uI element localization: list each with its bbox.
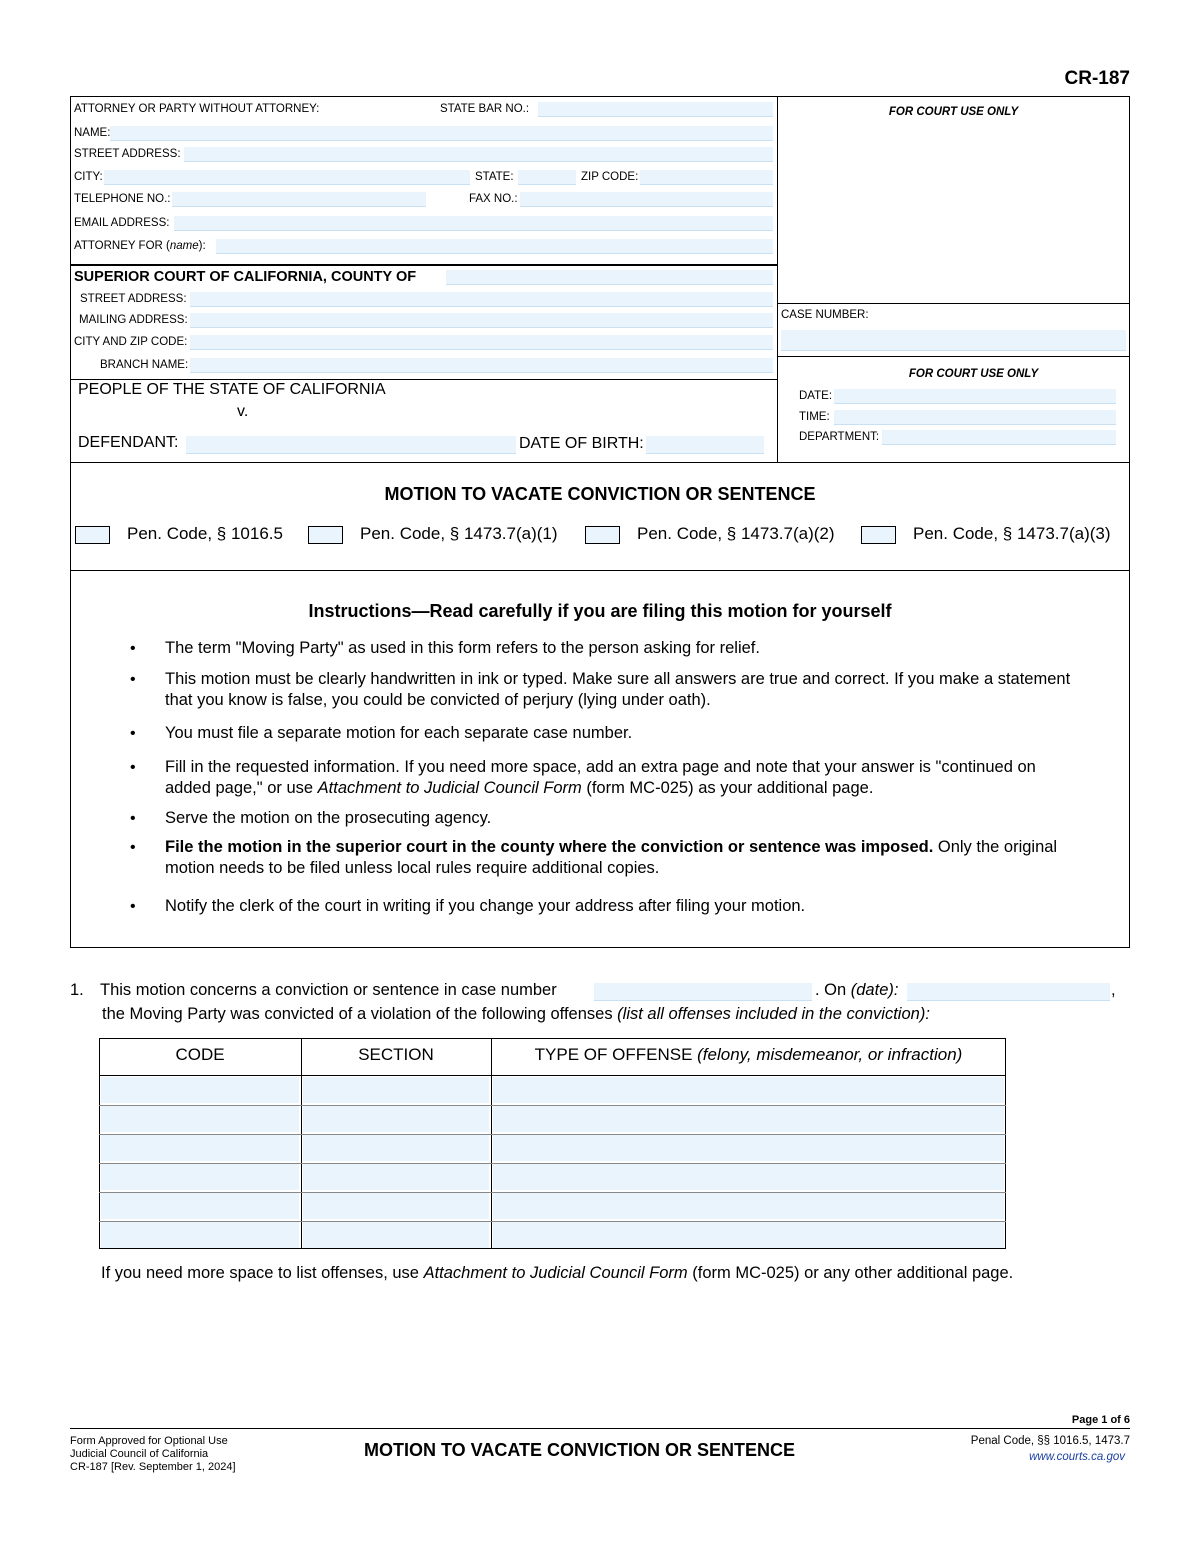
- col-section-header: SECTION: [358, 1045, 434, 1064]
- email-label: EMAIL ADDRESS:: [74, 217, 170, 229]
- form-id: CR-187: [1064, 68, 1130, 89]
- telephone-label: TELEPHONE NO.:: [74, 193, 171, 205]
- courts-website-link[interactable]: www.courts.ca.gov: [1029, 1451, 1125, 1463]
- instruction-moving-party: The term "Moving Party" as used in this form refers to the person asking for relief.: [165, 639, 760, 657]
- versus-label: v.: [237, 403, 249, 420]
- defendant-label: DEFENDANT:: [78, 434, 179, 451]
- court-use-only-label-2: FOR COURT USE ONLY: [908, 368, 1039, 380]
- col-type-header: TYPE OF OFFENSE (felony, misdemeanor, or infraction): [534, 1045, 963, 1064]
- street-address-field[interactable]: [184, 147, 773, 162]
- offense-row-rule: [99, 1221, 1006, 1222]
- option-1016-5-label: Pen. Code, § 1016.5: [127, 524, 283, 543]
- motion-type-box: [70, 462, 1130, 571]
- offense-header-rule: [99, 1075, 1006, 1076]
- checkbox-1473-7-a1[interactable]: [308, 526, 343, 544]
- conviction-date-field[interactable]: [907, 983, 1110, 1001]
- footer-rule: [70, 1428, 1130, 1429]
- more-space-note: If you need more space to list offenses, use Attachment to Judicial Council Form (form MC-025) or any other additional page.: [101, 1264, 1014, 1282]
- county-field[interactable]: [446, 270, 773, 285]
- form-approved-line-3: CR-187 [Rev. September 1, 2024]: [70, 1461, 236, 1473]
- penal-code-reference: Penal Code, §§ 1016.5, 1473.7: [970, 1435, 1130, 1447]
- dob-field[interactable]: [646, 436, 764, 454]
- fax-label: FAX NO.:: [469, 193, 518, 205]
- case-number-item-field[interactable]: [594, 983, 812, 1001]
- instruction-file-motion: File the motion in the superior court in the county where the conviction or sentence was imposed. Only the original motion needs to be filed unless local rules require additional copies.: [165, 838, 1058, 877]
- item-1-number: 1.: [70, 981, 84, 999]
- bullet-2: •: [130, 671, 136, 688]
- item-1-on: . On (date):: [815, 981, 899, 999]
- form-approved-line-2: Judicial Council of California: [70, 1448, 209, 1460]
- case-number-bottom: [777, 356, 1130, 357]
- offense-type-field[interactable]: [493, 1135, 1004, 1161]
- attorney-label: ATTORNEY OR PARTY WITHOUT ATTORNEY:: [74, 103, 320, 115]
- checkbox-1016-5[interactable]: [75, 526, 110, 544]
- caption-divider: [777, 96, 778, 463]
- motion-title: MOTION TO VACATE CONVICTION OR SENTENCE: [384, 484, 816, 504]
- offense-row-rule: [99, 1192, 1006, 1193]
- offense-code-field[interactable]: [101, 1193, 299, 1219]
- bullet-5: •: [130, 810, 136, 827]
- bullet-4: •: [130, 759, 136, 776]
- instruction-handwritten: This motion must be clearly handwritten in ink or typed. Make sure all answers are true and correct. If you make a statement that you know is false, you could be convicted of perjury (lying under oath).: [165, 670, 1071, 709]
- form-approved: [70, 1435, 236, 1474]
- attorney-for-label: ATTORNEY FOR (name):: [74, 240, 206, 252]
- option-1473-7-a1-label: Pen. Code, § 1473.7(a)(1): [360, 524, 558, 543]
- zip-field[interactable]: [640, 170, 773, 185]
- offense-code-field[interactable]: [101, 1135, 299, 1161]
- name-label: NAME:: [74, 127, 111, 139]
- item-1-line-2: the Moving Party was convicted of a violation of the following offenses (list all offenses included in the conviction):: [102, 1005, 930, 1023]
- offense-section-field[interactable]: [303, 1135, 489, 1161]
- offense-code-field[interactable]: [101, 1077, 299, 1103]
- court-street-label: STREET ADDRESS:: [80, 293, 187, 305]
- checkbox-1473-7-a2[interactable]: [585, 526, 620, 544]
- offense-row-rule: [99, 1134, 1006, 1135]
- case-number-label: CASE NUMBER:: [781, 309, 869, 321]
- state-field[interactable]: [518, 170, 576, 185]
- department-field[interactable]: [882, 430, 1116, 445]
- instruction-notify-clerk: Notify the clerk of the court in writing if you change your address after filing your motion.: [165, 897, 806, 915]
- court-use-only-label: FOR COURT USE ONLY: [888, 106, 1019, 118]
- offense-code-field[interactable]: [101, 1164, 299, 1190]
- branch-name-label: BRANCH NAME:: [100, 359, 189, 371]
- city-zip-label: CITY AND ZIP CODE:: [74, 336, 188, 348]
- zip-label: ZIP CODE:: [581, 171, 639, 183]
- option-1473-7-a3-label: Pen. Code, § 1473.7(a)(3): [913, 524, 1111, 543]
- offense-col-divider-1: [301, 1038, 302, 1249]
- col-code-header: CODE: [175, 1045, 225, 1064]
- hearing-date-field[interactable]: [834, 389, 1116, 404]
- attorney-for-field[interactable]: [216, 239, 773, 254]
- hearing-time-field[interactable]: [834, 410, 1116, 425]
- page-number: Page 1 of 6: [1071, 1414, 1130, 1426]
- offense-type-field[interactable]: [493, 1077, 1004, 1103]
- offense-section-field[interactable]: [303, 1222, 489, 1248]
- email-field[interactable]: [174, 216, 773, 231]
- city-zip-field[interactable]: [190, 335, 773, 350]
- offense-section-field[interactable]: [303, 1077, 489, 1103]
- court-title: SUPERIOR COURT OF CALIFORNIA, COUNTY OF: [74, 269, 417, 285]
- instruction-more-space: Fill in the requested information. If you need more space, add an extra page and note that your answer is "continued on added page," or use Attachment to Judicial Council Form (form MC-025) as your additional page.: [165, 758, 1036, 797]
- offense-section-field[interactable]: [303, 1164, 489, 1190]
- defendant-field[interactable]: [186, 436, 516, 454]
- mailing-address-label: MAILING ADDRESS:: [79, 314, 188, 326]
- offense-type-field[interactable]: [493, 1164, 1004, 1190]
- telephone-field[interactable]: [172, 192, 426, 207]
- bullet-1: •: [130, 640, 136, 657]
- city-field[interactable]: [104, 170, 470, 185]
- mailing-address-field[interactable]: [190, 313, 773, 328]
- court-street-field[interactable]: [190, 292, 773, 307]
- bullet-6: •: [130, 839, 136, 856]
- offense-section-field[interactable]: [303, 1193, 489, 1219]
- state-label: STATE:: [475, 171, 514, 183]
- offense-code-field[interactable]: [101, 1222, 299, 1248]
- hearing-date-label: DATE:: [799, 390, 833, 402]
- street-address-label: STREET ADDRESS:: [74, 148, 181, 160]
- offense-type-field[interactable]: [493, 1106, 1004, 1132]
- dob-label: DATE OF BIRTH:: [519, 435, 644, 452]
- item-1-text: This motion concerns a conviction or sentence in case number: [100, 981, 557, 999]
- name-field[interactable]: [110, 126, 773, 141]
- state-bar-label: STATE BAR NO.:: [440, 103, 530, 115]
- footer-title: MOTION TO VACATE CONVICTION OR SENTENCE: [364, 1440, 796, 1460]
- form-approved-line-1: Form Approved for Optional Use: [70, 1435, 228, 1447]
- offense-type-field[interactable]: [493, 1222, 1004, 1248]
- hearing-time-label: TIME:: [799, 411, 830, 423]
- checkbox-1473-7-a3[interactable]: [861, 526, 896, 544]
- instructions-title: Instructions—Read carefully if you are filing this motion for yourself: [308, 601, 892, 621]
- case-number-field[interactable]: [781, 330, 1126, 351]
- state-bar-field[interactable]: [538, 102, 773, 117]
- item-1-comma: ,: [1111, 981, 1116, 999]
- city-label: CITY:: [74, 171, 103, 183]
- bullet-3: •: [130, 725, 136, 742]
- offense-row-rule: [99, 1163, 1006, 1164]
- offense-row-rule: [99, 1105, 1006, 1106]
- case-number-top: [777, 303, 1130, 304]
- branch-name-field[interactable]: [190, 358, 773, 373]
- instruction-separate-motion: You must file a separate motion for each separate case number.: [165, 724, 633, 742]
- option-1473-7-a2-label: Pen. Code, § 1473.7(a)(2): [637, 524, 835, 543]
- instruction-serve: Serve the motion on the prosecuting agency.: [165, 809, 492, 827]
- department-label: DEPARTMENT:: [799, 431, 880, 443]
- offense-type-field[interactable]: [493, 1193, 1004, 1219]
- offense-code-field[interactable]: [101, 1106, 299, 1132]
- bullet-7: •: [130, 898, 136, 915]
- offense-col-divider-2: [491, 1038, 492, 1249]
- people-label: PEOPLE OF THE STATE OF CALIFORNIA: [78, 381, 386, 398]
- offense-section-field[interactable]: [303, 1106, 489, 1132]
- fax-field[interactable]: [520, 192, 773, 207]
- attorney-court-divider: [70, 264, 777, 266]
